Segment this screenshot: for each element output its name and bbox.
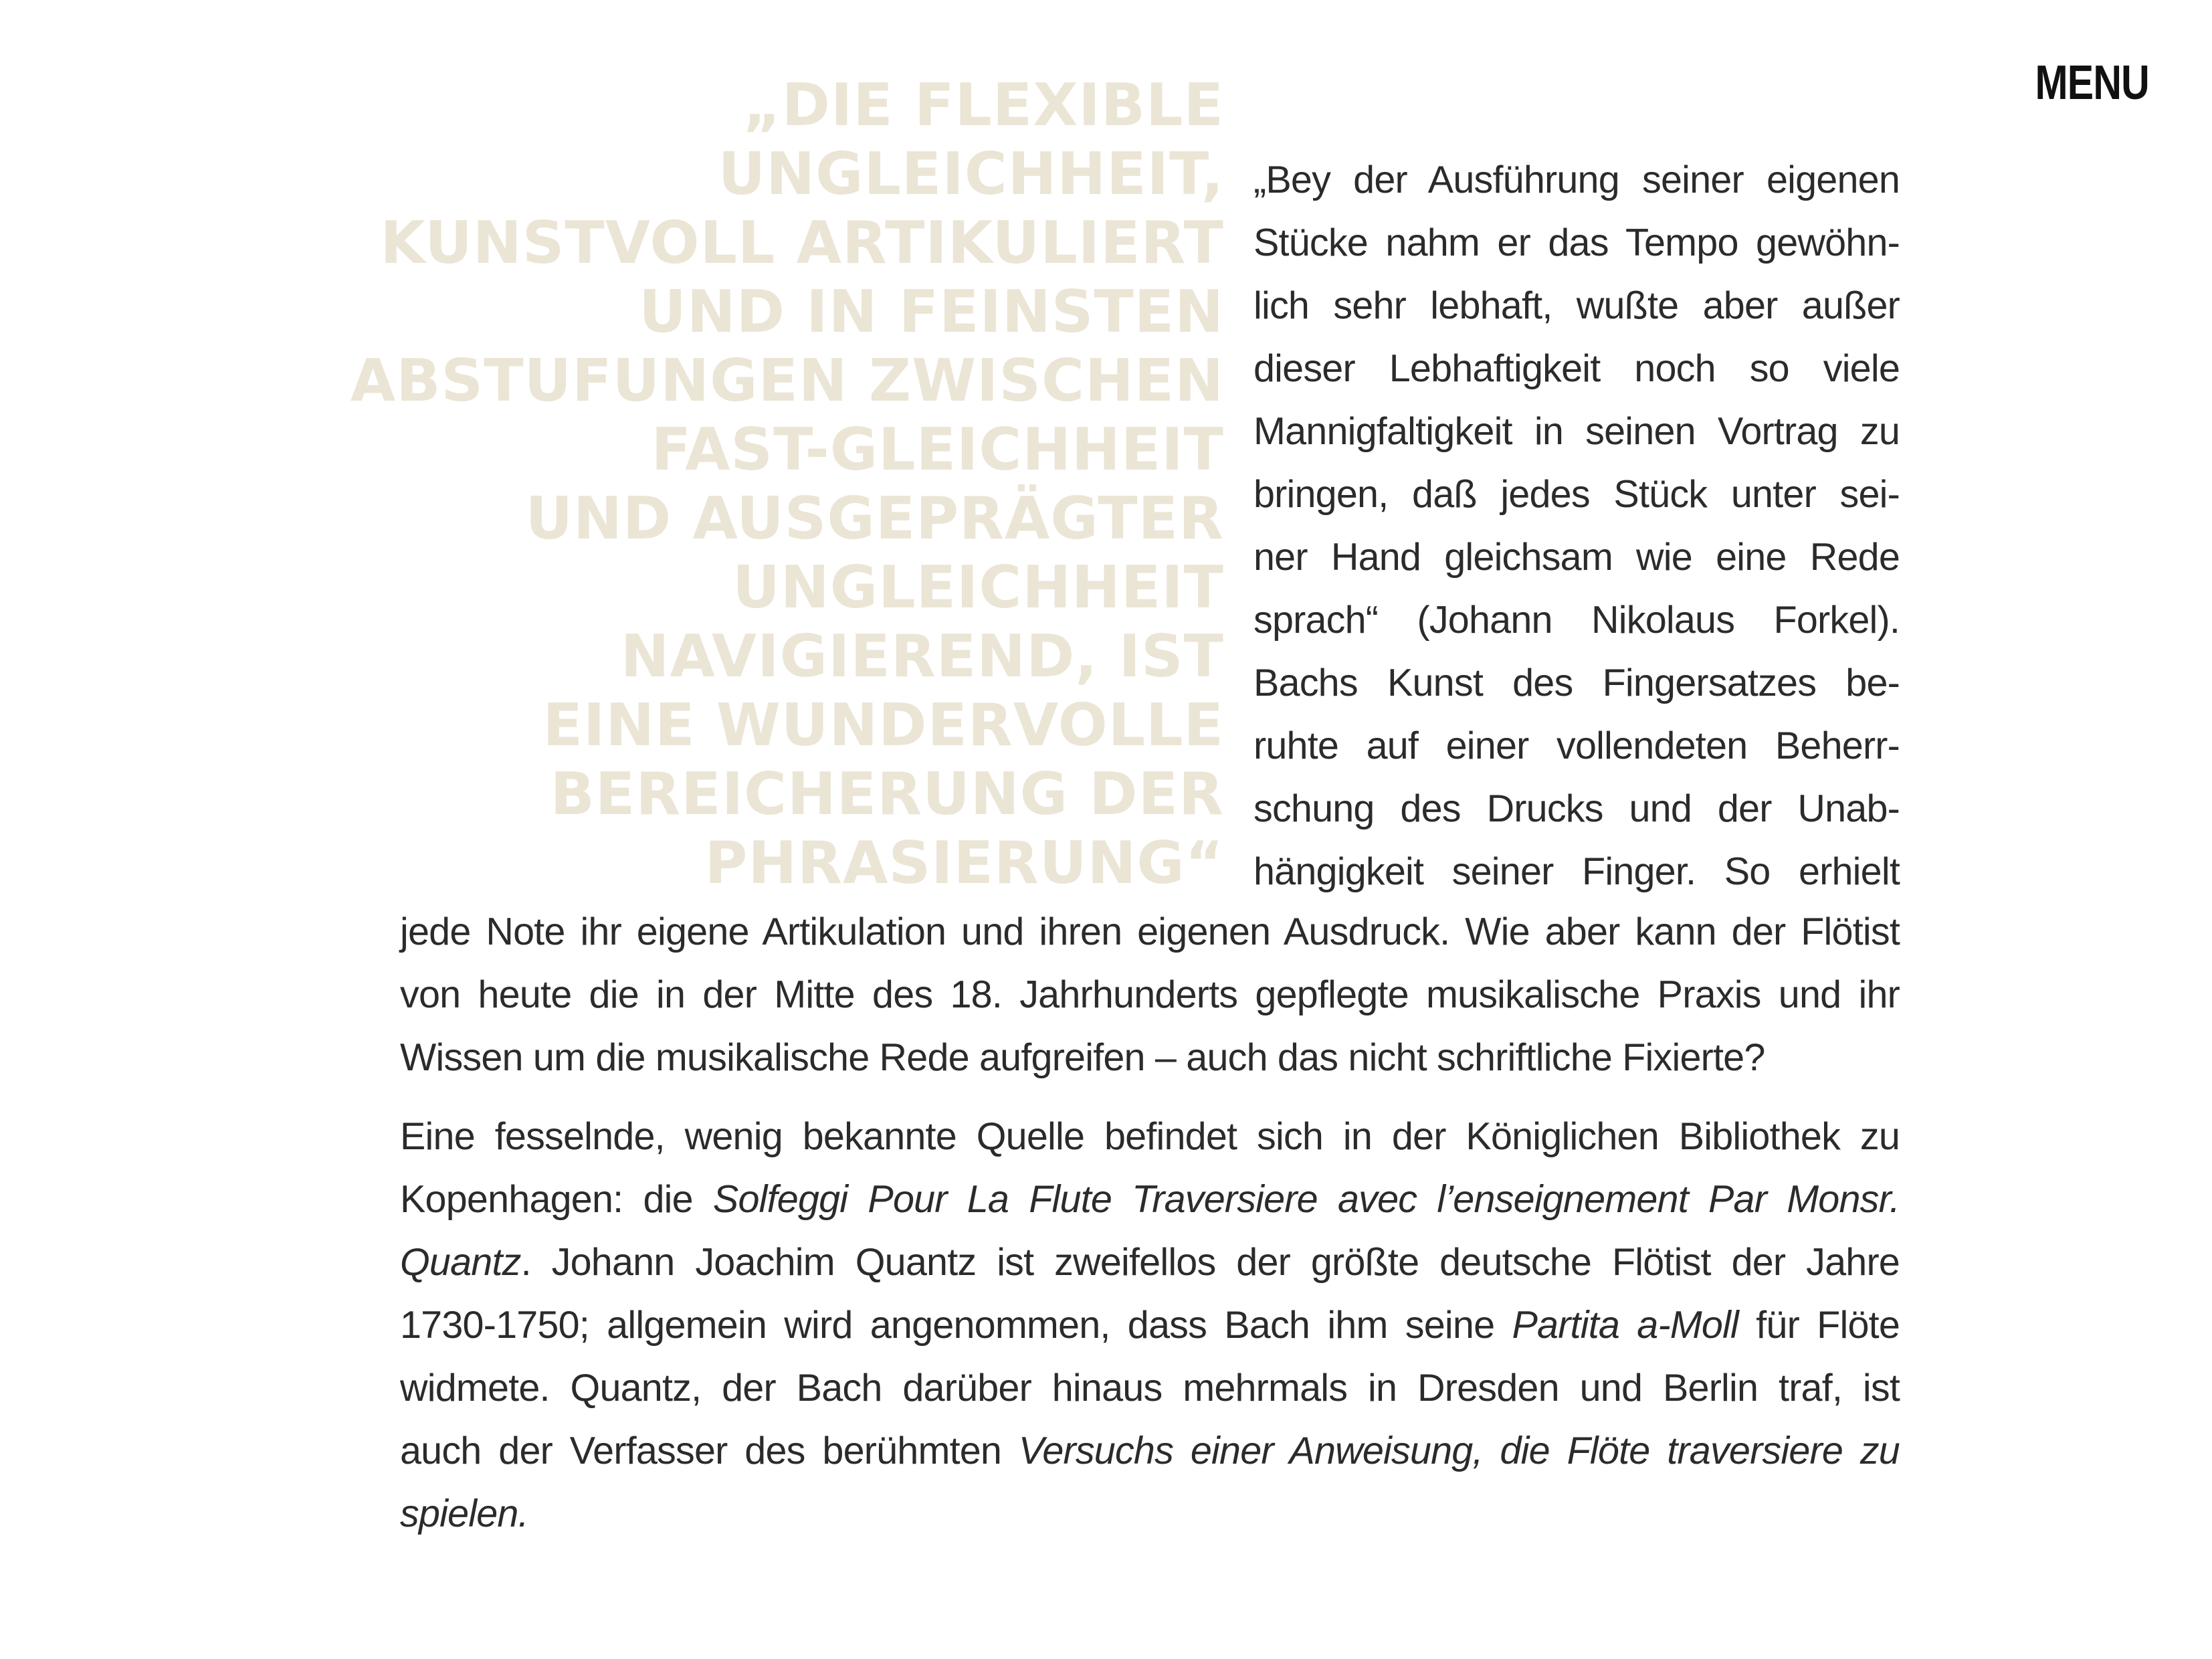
pull-quote-line: FAST-GLEICHHEIT (651, 415, 1224, 484)
article-line: Eine fesselnde, wenig bekannte Quelle befindet sich in der Königlichen Bibliothek zu (400, 1115, 1900, 1158)
text-run: 1730-1750; allgemein wird angenommen, dass Bach ihm seine (400, 1304, 1512, 1347)
article-line: dieser Lebhaftigkeit noch so viele (1253, 347, 1900, 390)
article-line: Mannigfaltigkeit in seinen Vortrag zu (1253, 410, 1900, 453)
pull-quote-line: NAVIGIEREND, IST (620, 622, 1224, 690)
pull-quote-line: EINE WUNDERVOLLE (542, 691, 1224, 759)
text-run: . Johann Joachim Quantz ist zweifellos der größte deutsche Flötist der Jahre (520, 1241, 1900, 1284)
article-paragraph-1-continuation (400, 900, 1900, 1089)
article-line: schung des Drucks und der Unab- (1253, 787, 1900, 830)
work-title: Solfeggi Pour La Flute Traversiere avec l’enseignement Par Monsr. (712, 1178, 1900, 1221)
pull-quote-line: UND IN FEINSTEN (639, 278, 1224, 346)
pull-quote-line: UNGLEICHHEIT (732, 553, 1224, 621)
article-line (400, 1482, 1900, 1545)
article-line (400, 1420, 1900, 1482)
article-line (400, 1231, 1900, 1294)
article-line: Wissen um die musikalische Rede aufgreifen – auch das nicht schriftliche Fixierte? (400, 1036, 1765, 1079)
pull-quote-line: BEREICHERUNG DER (550, 760, 1224, 828)
article-line: lich sehr lebhaft, wußte aber außer (1253, 284, 1900, 327)
work-title: spielen. (400, 1492, 528, 1535)
article-line: Bachs Kunst des Fingersatzes be- (1253, 662, 1900, 704)
article-line: bringen, daß jedes Stück unter sei- (1253, 473, 1900, 516)
pull-quote (254, 71, 1224, 898)
article-line (400, 1294, 1900, 1357)
pull-quote-line: UNGLEICHHEIT, (718, 140, 1224, 208)
article-line: ruhte auf einer vollendeten Beherr- (1253, 724, 1900, 767)
article-paragraph-2 (400, 1105, 1900, 1545)
article-line: sprach“ (Johann Nikolaus Forkel). (1253, 599, 1900, 642)
article-line: von heute die in der Mitte des 18. Jahrhunderts gepflegte musikalische Praxis und ihr (400, 973, 1900, 1016)
menu-button[interactable]: MENU (2035, 56, 2149, 110)
text-run: Kopenhagen: die (400, 1178, 713, 1221)
article-column-text (1253, 149, 1900, 903)
work-title: Quantz (400, 1241, 521, 1284)
pull-quote-line: PHRASIERUNG“ (704, 829, 1224, 897)
text-run: auch der Verfasser des berühmten (400, 1430, 1019, 1472)
pull-quote-line: KUNSTVOLL ARTIKULIERT (380, 209, 1224, 277)
pull-quote-line: UND AUSGEPRÄGTER (525, 484, 1224, 553)
text-run: für Flöte (1738, 1304, 1900, 1347)
article-line: jede Note ihr eigene Artikulation und ihren eigenen Ausdruck. Wie aber kann der Flötist (400, 910, 1900, 953)
article-line: widmete. Quantz, der Bach darüber hinaus mehrmals in Dresden und Berlin traf, ist (400, 1367, 1900, 1409)
article-line: „Bey der Ausführung seiner eigenen (1253, 159, 1900, 201)
work-title: Versuchs einer Anweisung, die Flöte traversiere zu (1018, 1430, 1900, 1472)
pull-quote-line: ABSTUFUNGEN ZWISCHEN (350, 347, 1224, 415)
article-line: ner Hand gleichsam wie eine Rede (1253, 536, 1900, 579)
article-line: hängigkeit seiner Finger. So erhielt (1253, 850, 1900, 893)
article-line: Stücke nahm er das Tempo gewöhn- (1253, 221, 1900, 264)
work-title: Partita a-Moll (1512, 1304, 1739, 1347)
article-line (400, 1168, 1900, 1231)
pull-quote-line: „DIE FLEXIBLE (742, 71, 1224, 139)
